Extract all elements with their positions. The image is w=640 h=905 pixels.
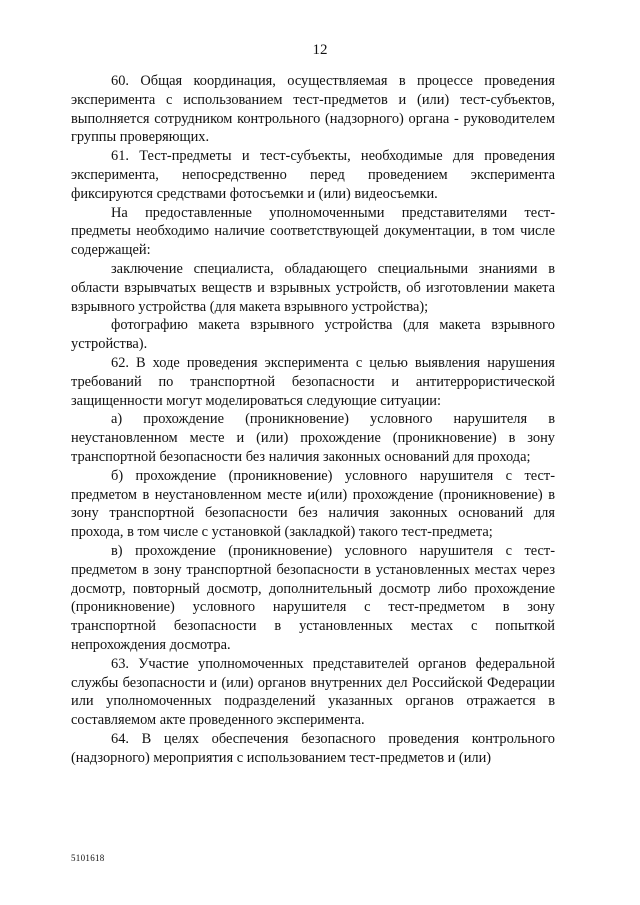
paragraph-60: 60. Общая координация, осуществляемая в процессе проведения эксперимента с использованием тест-предметов и (или) тест-субъектов, выполняется сотрудником контрольного (надзорного) органа - руководителем группы проверяющих.: [71, 73, 555, 146]
page-number: 12: [312, 42, 328, 58]
paragraph-64: 64. В целях обеспечения безопасного проведения контрольного (надзорного) мероприятия с использованием тест-предметов и (или): [71, 730, 555, 766]
paragraph-63: 63. Участие уполномоченных представителей органов федеральной службы безопасности и (или) органов внутренних дел Российской Федерации или уполномоченных подразделений указанных органов отражается в составляемом акте проведенного эксперимента.: [71, 655, 555, 729]
paragraph-62b: б) прохождение (проникновение) условного нарушителя с тест-предметом в неустановленном месте и(или) прохождение (проникновение) в зону транспортной безопасности без наличия законных оснований для прохода, в том числе с установкой (закладкой) такого тест-предмета;: [71, 467, 555, 541]
document-code: 5101618: [71, 853, 105, 863]
paragraph-specialist-conclusion: заключение специалиста, обладающего специальными знаниями в области взрывчатых веществ и взрывных устройств, об изготовлении макета взрывного устройства (для макета взрывного устройства);: [71, 260, 555, 315]
document-body: [71, 72, 555, 767]
paragraph-62v: в) прохождение (проникновение) условного нарушителя с тест-предметом в зону транспортной безопасности в установленных местах через досмотр, повторный досмотр, дополнительный досмотр либо прохождение (проникновение) условного нарушителя с тест-предметом в зону транспортной безопасности в установленных местах с попыткой непрохождения досмотра.: [71, 542, 555, 653]
paragraph-62a: а) прохождение (проникновение) условного нарушителя в неустановленном месте и (или) прохождение (проникновение) в зону транспортной безопасности без наличия законных оснований для прохода;: [71, 411, 555, 465]
paragraph-61: 61. Тест-предметы и тест-субъекты, необходимые для проведения эксперимента, непосредственно перед проведением эксперимента фиксируются средствами фотосъемки и (или) видеосъемки.: [71, 148, 555, 202]
paragraph-documentation: На предоставленные уполномоченными представителями тест-предметы необходимо наличие соответствующей документации, в том числе содержащей:: [71, 204, 555, 259]
paragraph-62: 62. В ходе проведения эксперимента с целью выявления нарушения требований по транспортной безопасности и антитеррористической защищенности могут моделироваться следующие ситуации:: [71, 354, 555, 409]
paragraph-photo: фотографию макета взрывного устройства (для макета взрывного устройства).: [71, 317, 555, 353]
